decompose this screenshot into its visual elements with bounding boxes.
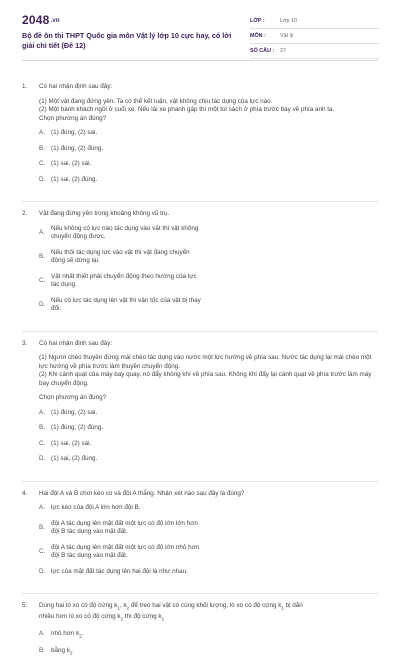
option-d[interactable]: D. Nếu có lực tác dụng lên vật thì vận tốc của vật bị thay đổi.: [39, 296, 201, 312]
divider: [22, 331, 378, 332]
option-b[interactable]: B. Nếu thôi tác dụng lực vào vật thì vật đang chuyển động sẽ dừng lại.: [39, 248, 190, 264]
statement-1: (1) Người chèo thuyền đứng mái chèo tác dụng vào nước một lực hướng về phía sau. Nước tác dụng lại mái chèo một lực hướng về phía trước làm thuyền chuyển động.: [39, 354, 372, 370]
question-3: [22, 340, 378, 471]
statement-1: (1) Một vật đang đứng yên. Ta có thể kết luận, vật không chịu tác dụng của lực nào.: [39, 97, 273, 105]
option-a[interactable]: A. nhỏ hơn $k_2$.: [39, 629, 84, 638]
document-header: [22, 0, 378, 61]
document-title: Bộ đề ôn thi THPT Quốc gia môn Vật lý lớp 10 cực hay, có lời giải chi tiết (Đề 12): [22, 31, 232, 50]
site-logo[interactable]: 2048.vn: [22, 13, 60, 27]
question-number: 1.: [22, 83, 28, 90]
meta-row-class: LỚP : Lớp 10: [250, 14, 380, 29]
divider: [22, 481, 378, 482]
option-b[interactable]: B. bằng $k_2$.: [39, 647, 75, 656]
question-text: Có hai nhận định sau đây:: [39, 339, 113, 347]
option-a[interactable]: A. (1) đúng, (2) sai.: [39, 129, 98, 136]
question-prompt: Chọn phương án đúng?: [39, 394, 107, 401]
question-text: Hai đội A và B chơi kéo co và đội A thắng. Nhận xét nào sau đây là đúng?: [39, 489, 245, 497]
option-b[interactable]: B. (1) đúng, (2) đúng.: [39, 424, 104, 431]
option-c[interactable]: C. (1) sai, (2) sai.: [39, 160, 92, 167]
document-meta: [250, 14, 380, 59]
question-prompt: Chọn phương án đúng?: [39, 114, 107, 122]
statement-2: (2) Khi cánh quạt của máy bay quay, nó đẩy không khí về phía sau. Không khí đẩy lại cánh quạt về phía trước làm máy bay chuyển động.: [39, 371, 372, 387]
question-1: [22, 83, 378, 191]
option-a[interactable]: A. Nếu không có lực nào tác dụng vào vật thì vật không chuyển động được.: [39, 224, 199, 240]
question-number: 5.: [22, 602, 28, 609]
option-c[interactable]: C. đội A tác dụng lên mặt đất một lực có độ lớn nhỏ hơn đội B tác dụng vào mặt đất.: [39, 543, 200, 559]
question-2: [22, 210, 378, 321]
question-text: Có hai nhận định sau đây:: [39, 83, 113, 90]
option-b[interactable]: B. đội A tác dụng lên mặt đất một lực có độ lớn lớn hơn đội B tác dụng vào mặt đất.: [39, 519, 198, 535]
question-number: 3.: [22, 339, 28, 347]
question-text: Vật đang đứng yên trong khoảng không vũ trụ.: [39, 210, 170, 217]
option-c[interactable]: C. (1) sai, (2) sai.: [39, 439, 92, 447]
question-4: [22, 490, 378, 584]
option-d[interactable]: D. (1) sai, (2) đúng.: [39, 455, 98, 462]
divider: [22, 201, 378, 202]
meta-row-count: SỐ CÂU : 27: [250, 44, 380, 59]
divider: [22, 593, 378, 594]
option-b[interactable]: B. (1) đúng, (2) đúng.: [39, 144, 104, 152]
option-d[interactable]: D. lực của mặt đất tác dụng lên hai đội là như nhau.: [39, 567, 188, 575]
option-a[interactable]: A. lực kéo của đội A lớn hơn đội B.: [39, 504, 141, 511]
question-number: 2.: [22, 210, 28, 217]
option-a[interactable]: A. (1) đúng, (2) sai.: [39, 408, 98, 416]
meta-row-subject: MÔN : Vật lý: [250, 29, 380, 44]
statement-2: (2) Một hành khách ngồi ở cuối xe. Nếu lái xe phanh gấp thì một túi sách ở phía trước bay về phía anh ta.: [39, 106, 335, 113]
question-number: 4.: [22, 489, 28, 497]
option-d[interactable]: D. (1) sai, (2) đúng.: [39, 175, 98, 183]
question-5: [22, 602, 378, 665]
option-c[interactable]: C. Vật nhất thiết phải chuyển động theo hướng của lực tác dụng.: [39, 272, 197, 288]
question-text: Dùng hai lò xo có độ cứng $k_1$, $k_2$ để treo hai vật có cùng khối lượng, lò xo có độ cứng $k_1$ bị dãn nhiều hơn lò xo có độ cứng $k_2$ thì độ cứng $k_1$: [39, 602, 303, 621]
